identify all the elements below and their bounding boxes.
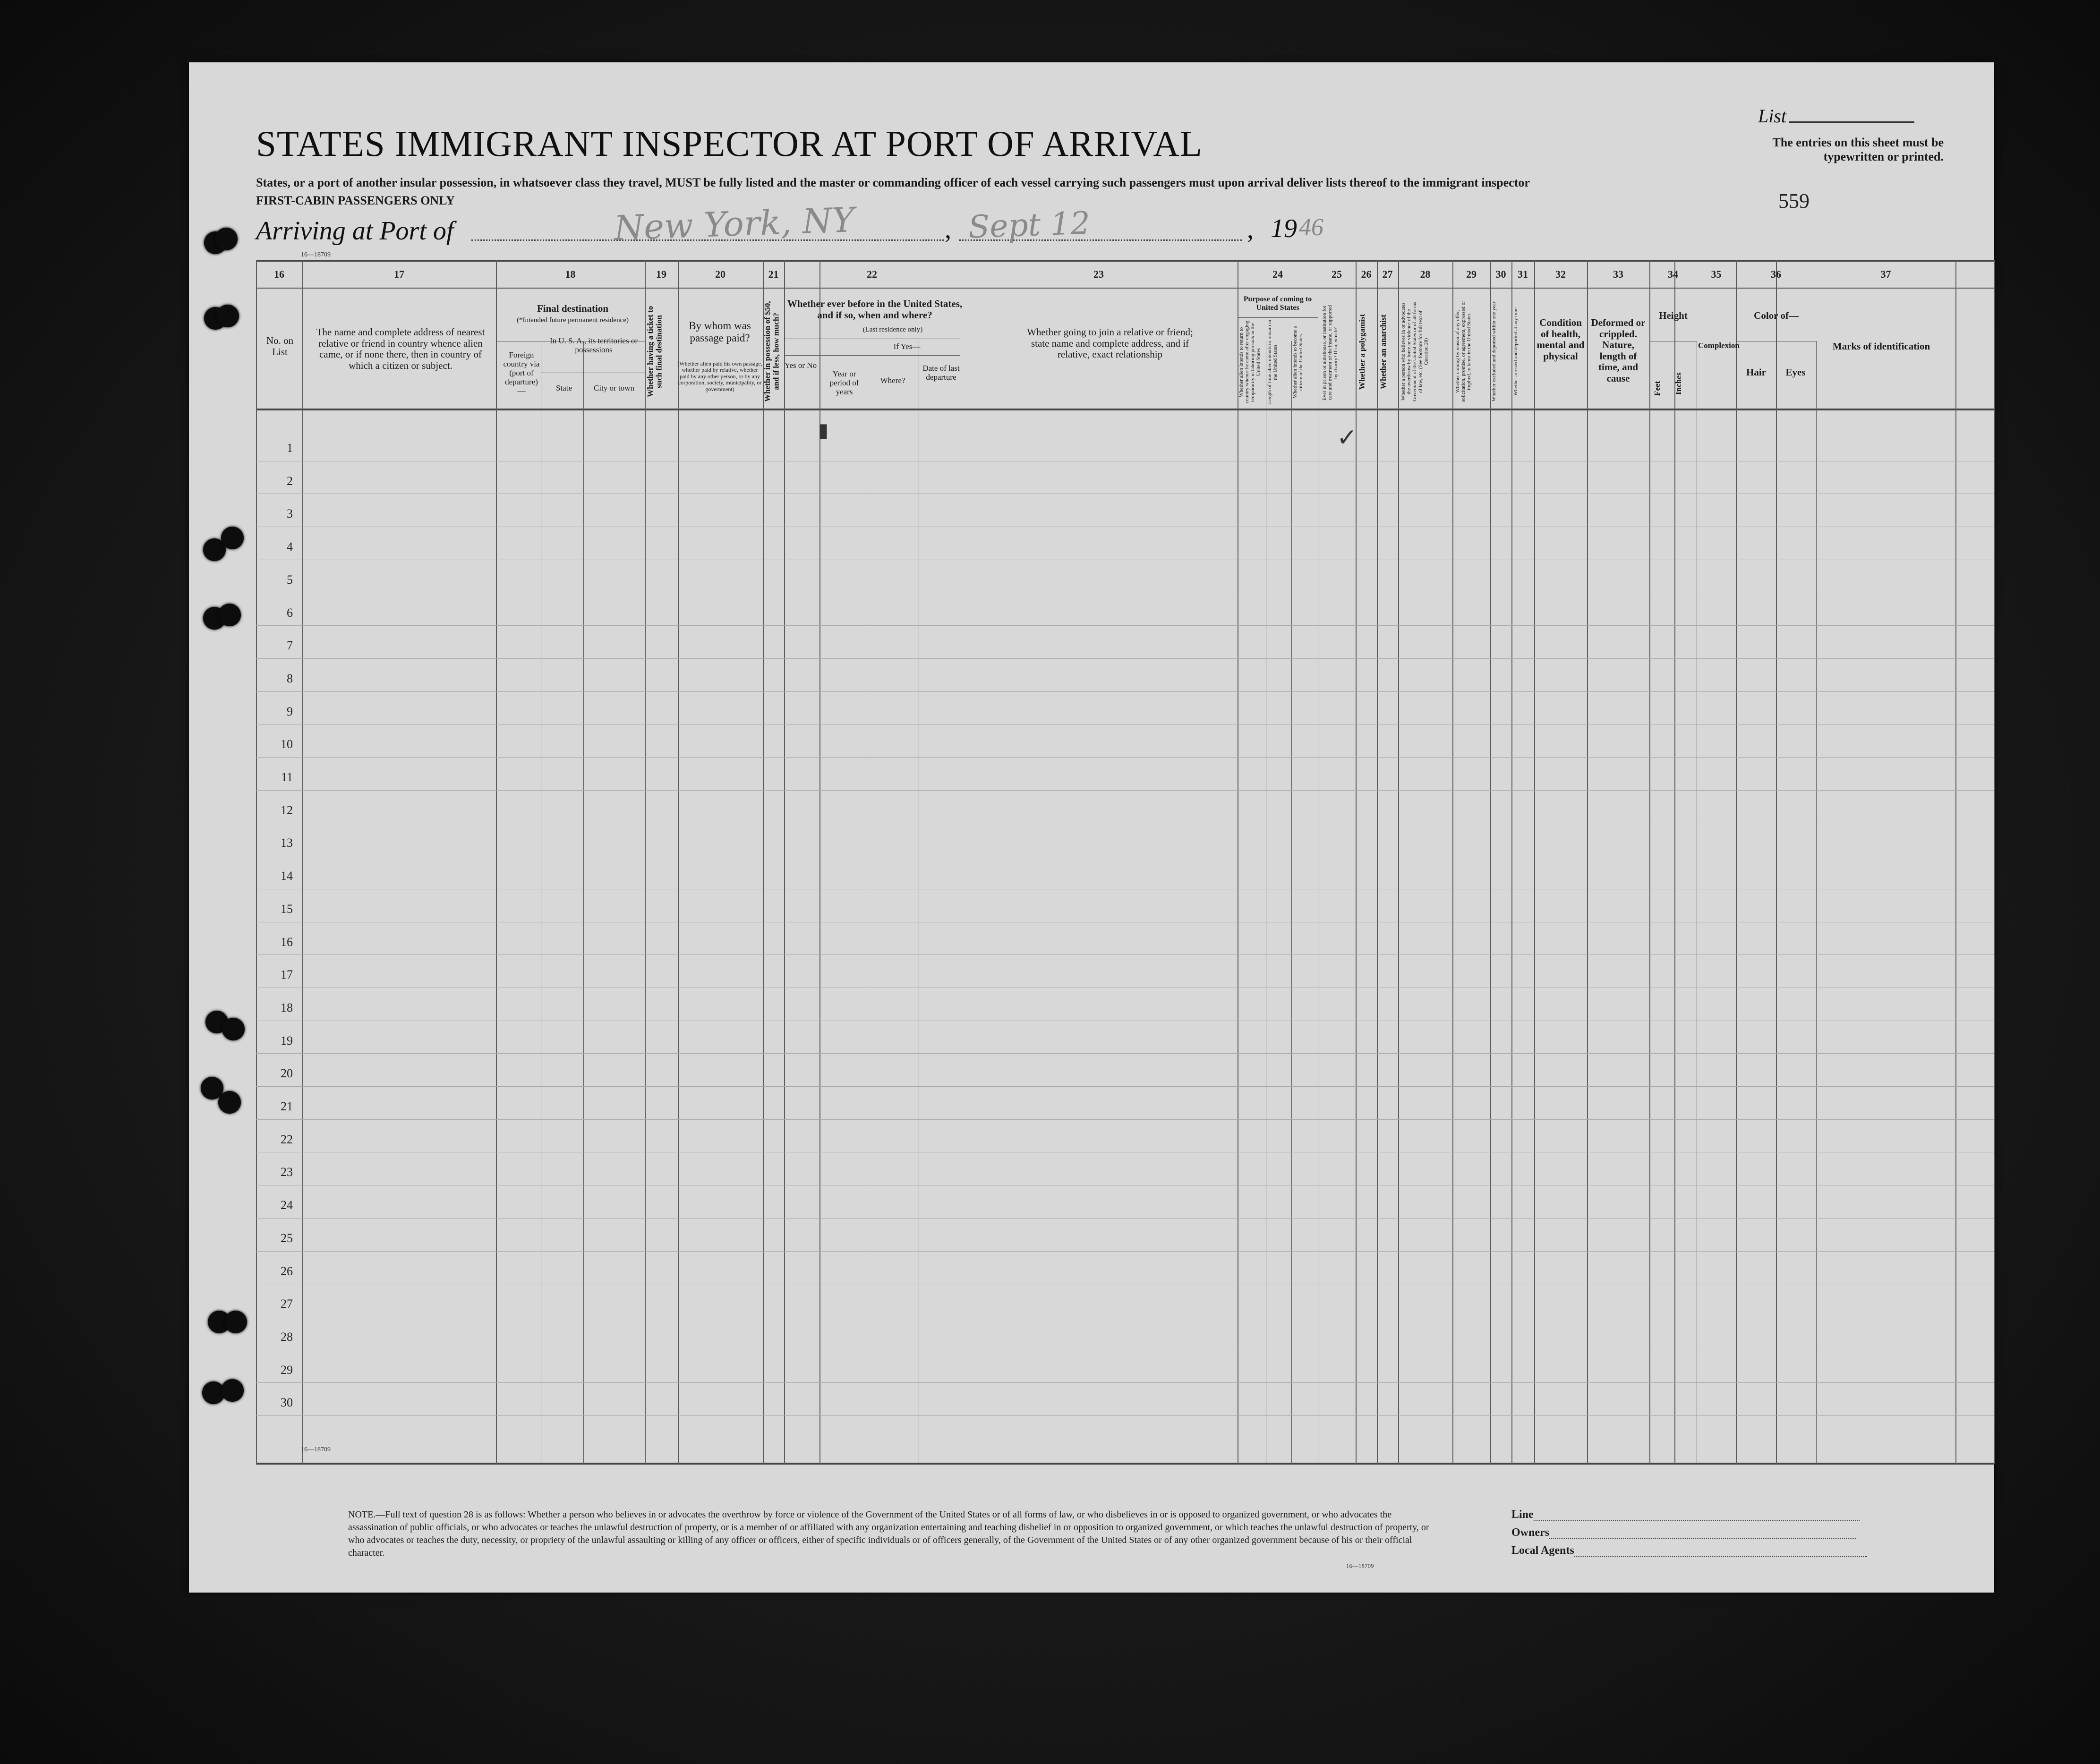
row-number: 24 [281,1198,293,1212]
col24-return-header: Whether alien intends to return to country whence he came after engaging temporarily in laboring pursuits in the United States [1238,321,1262,404]
owners-input[interactable] [1549,1538,1856,1539]
col22-yesno-header: Yes or No [784,361,817,370]
row-rule [256,954,1994,955]
punch-hole [221,1379,244,1402]
col24-length-header: Length of time alien intends to remain in the United States [1267,320,1279,405]
comma-separator: , [945,215,951,244]
col22-note: (Last residence only) [862,326,923,333]
page-title: STATES IMMIGRANT INSPECTOR AT PORT OF ARRIVAL [256,123,1203,164]
col20-title: By whom was passage paid? [689,320,751,344]
column-number: 33 [1613,268,1623,280]
column-number: 28 [1420,268,1431,280]
check-mark: ✓ [1337,425,1357,452]
col18-title: Final destination [537,303,609,314]
port-handwritten: New York, NY [613,200,855,248]
ink-mark: ▮ [818,419,829,441]
list-label: List [1758,105,1787,127]
column-number: 19 [656,268,666,280]
row-number: 19 [281,1033,293,1048]
col28-header: Whether a person who believes in or advocates the overthrow by force or violence of the Government of the United States or of all forms of law, etc. (See footnote for full text of Question 28) [1400,302,1429,401]
row-number: 5 [287,572,293,587]
row-rule [256,757,1994,758]
column-number: 29 [1466,268,1477,280]
col19-header: Whether having a ticket to such final destination [646,306,664,398]
row-rule [256,1218,1994,1219]
list-number-field[interactable] [1789,121,1914,123]
col18-usa-header: In U. S. A., its territories or possessions [549,336,638,355]
column-number: 37 [1880,268,1891,280]
col25-header: Ever in prison or almshouse, or institution for care and treatment of the insane, or supported by charity? If so, which? [1322,305,1339,401]
column-number: 24 [1272,268,1283,280]
punch-hole [216,305,239,327]
row-rule [256,658,1994,659]
column-number: 22 [867,268,877,280]
col18-city-header: City or town [594,383,634,392]
row-number: 4 [287,540,293,554]
column-rule [1816,341,1817,1464]
col22-date-header: Date of last departure [922,364,960,382]
col33-header: Deformed or crippled. Nature, length of time, and cause [1591,317,1646,384]
year-prefix: 19 [1271,214,1297,243]
col36-title: Color of— [1754,310,1799,321]
passenger-class: FIRST-CABIN PASSENGERS ONLY [256,194,455,207]
punch-hole [215,228,238,250]
row-rule [256,790,1994,791]
column-number: 36 [1771,268,1781,280]
column-number: 26 [1361,268,1372,280]
col34-feet-header: Feet [1653,381,1662,396]
col20-note: (Whether alien paid his own passage, whether paid by relative, whether paid by any other person, or by any corporation, society, municipality, or government) [677,360,762,392]
col21-header: Whether in possession of $50, and if less, how much? [763,301,781,402]
row-number: 18 [281,1000,293,1014]
punch-hole [218,1091,241,1114]
column-number: 32 [1555,268,1566,280]
form-code-bottom: 16—18709 [301,1446,331,1453]
column-number: 21 [768,268,779,280]
column-number: 31 [1518,268,1528,280]
line-input[interactable] [1534,1520,1860,1521]
column-number: 20 [715,268,726,280]
local-agents-field[interactable] [1511,1544,1867,1557]
row-number: 7 [287,639,293,653]
row-rule [256,1415,1994,1416]
row-rule [256,1086,1994,1087]
row-number: 30 [281,1396,293,1410]
arriving-label: Arriving at Port of [256,216,454,246]
row-number: 28 [281,1329,293,1344]
row-rule [256,691,1994,692]
header-sub-rule [784,355,960,356]
column-number: 23 [1093,268,1104,280]
col18-foreign-header: Foreign country via (port of departure)— [503,350,540,396]
col24-title: Purpose of coming to United States [1243,295,1312,312]
row-number: 16 [281,935,293,949]
col36-hair-header: Hair [1746,366,1766,378]
punch-hole [224,1311,247,1333]
col24-citizen-header: Whether alien intends to become a citizen of the United States [1292,326,1304,399]
row-number: 23 [281,1165,293,1179]
col37-header: Marks of identification [1832,341,1930,352]
local-agents-label: Local Agents [1511,1544,1574,1557]
col29-header: Whether coming by reason of any offer, solicitation, promise, or agreement, expressed or implied, to labor in the United States [1455,301,1472,402]
column-number: 30 [1495,268,1506,280]
col31-header: Whether arrested and deported at any time [1513,307,1519,396]
punch-hole [221,527,244,549]
col30-header: Whether excluded and deported within one year [1491,301,1497,402]
row-number: 9 [287,704,293,718]
table-bottom-rule [256,1463,1994,1465]
sheet-number: 559 [1778,189,1810,213]
column-number: 34 [1668,268,1678,280]
row-number: 10 [281,737,293,751]
header-sub-rule [1238,317,1318,318]
col18-state-header: State [556,383,572,392]
year-handwritten: 46 [1299,214,1323,241]
footnote-question-28: NOTE.—Full text of question 28 is as follows: Whether a person who believes in or advocates the overthrow by force or violence of the Government of the United States or of all forms of law, or who disbelieves in or is opposed to organized government, or who advocates the assassination of public officials, or who advocates or teaches the unlawful destruction of property, or is a member of or affiliated with any organization entertaining and teaching disbelief in or opposition to organized government, or which teaches the unlawful destruction of property, or who advocates or teaches the duty, necessity, or propriety of the unlawful assaulting or killing of any officer or officers, either of specific individuals or of officers generally, of the Government of the United States or of any other organized government because of his or their official character. [348,1509,1429,1558]
owners-field[interactable] [1511,1526,1856,1539]
row-number: 13 [281,836,293,850]
row-number: 17 [281,968,293,982]
row-number: 25 [281,1231,293,1245]
column-number: 17 [394,268,404,280]
column-number: 16 [274,268,284,280]
row-rule [256,1251,1994,1252]
column-number: 35 [1711,268,1722,280]
col34-title: Height [1659,310,1688,321]
row-number: 6 [287,605,293,620]
col27-header: Whether an anarchist [1379,314,1388,389]
row-number: 29 [281,1363,293,1377]
col16-header: No. on List [266,335,294,358]
table-top-rule [256,260,1994,262]
instructions-text: States, or a port of another insular possession, in whatsoever class they travel, MUST be fully listed and the master or commanding officer of each vessel carrying such passengers must upon arrival deliver lists thereof to the immigrant inspector [256,176,1530,189]
row-rule [256,1053,1994,1054]
footnote-code: 16—18709 [1346,1562,1374,1569]
row-number: 2 [287,474,293,488]
row-number: 12 [281,803,293,817]
column-number: 25 [1332,268,1342,280]
col34-inches-header: Inches [1674,372,1683,395]
col22-title: Whether ever before in the United States, and if so, when and where? [787,298,963,321]
date-handwritten: Sept 12 [967,205,1091,246]
header-bottom-rule [256,409,1994,410]
owners-label: Owners [1511,1526,1549,1539]
col18-note: (*Intended future permanent residence) [517,316,629,324]
col35-header: Complexion [1698,341,1740,350]
row-number: 27 [281,1297,293,1311]
punch-hole [218,604,241,626]
col32-header: Condition of health, mental and physical [1537,317,1585,362]
comma-separator: , [1247,215,1254,244]
row-number: 1 [287,441,293,455]
column-number-rule [256,288,1994,289]
col26-header: Whether a polygamist [1357,314,1366,390]
manifest-sheet [189,62,1994,1593]
line-label: Line [1511,1508,1534,1521]
col23-header: Whether going to join a relative or friend; state name and complete address, and if relative, exact relationship [1027,326,1193,360]
column-rule [1291,341,1292,1464]
col22-year-header: Year or period of years [829,369,859,397]
row-number: 15 [281,902,293,916]
row-number: 21 [281,1099,293,1113]
col22-ifyes: If Yes— [893,342,921,351]
column-number: 27 [1382,268,1393,280]
local-agents-input[interactable] [1574,1556,1867,1557]
form-code: 16—18709 [301,251,331,258]
punch-hole [222,1018,245,1040]
entries-note: The entries on this sheet must be typewritten or printed. [1772,136,1944,163]
row-rule [256,1119,1994,1120]
row-number: 8 [287,671,293,685]
row-number: 22 [281,1132,293,1146]
line-field[interactable] [1511,1508,1860,1521]
column-rule [583,341,584,1464]
col17-header: The name and complete address of nearest relative or friend in country whence alien came, or if none there, then in country of which a citizen or subject. [316,326,485,371]
row-number: 26 [281,1264,293,1278]
col36-eyes-header: Eyes [1785,366,1806,378]
row-number: 20 [281,1066,293,1081]
row-rule [256,625,1994,626]
column-rule [1994,260,1995,1464]
row-number: 14 [281,869,293,883]
row-number: 3 [287,507,293,521]
row-rule [256,1382,1994,1383]
row-number: 11 [281,770,293,784]
column-number: 18 [565,268,576,280]
col22-where-header: Where? [880,376,905,385]
